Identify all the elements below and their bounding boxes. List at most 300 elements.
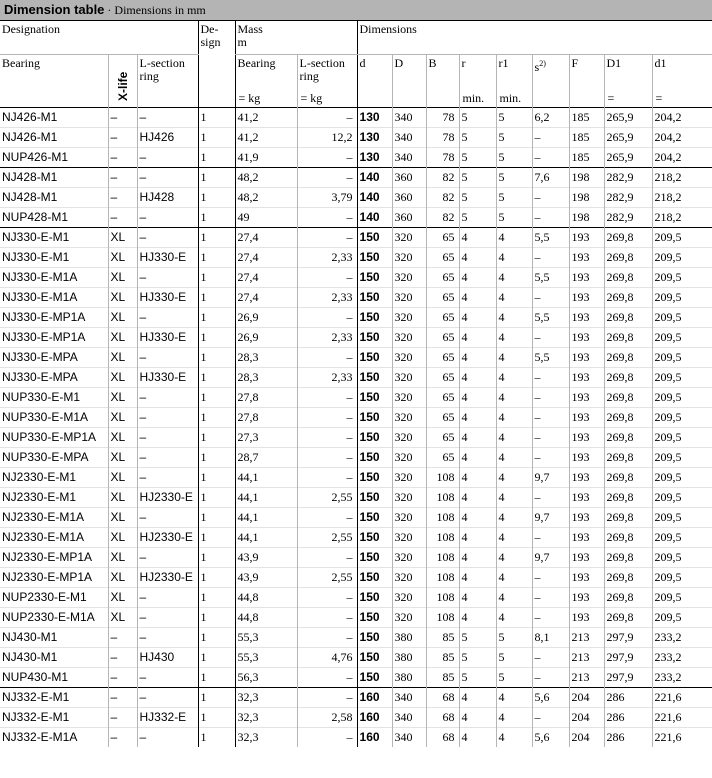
cell-F: 193 <box>569 348 604 368</box>
header-D1 <box>604 55 652 108</box>
cell-D1: 269,8 <box>604 468 652 488</box>
cell-xlife: – <box>108 148 137 168</box>
cell-s: 5,6 <box>532 728 569 748</box>
cell-D1: 269,8 <box>604 408 652 428</box>
header-mass-lsection-unit: = kg <box>300 91 323 105</box>
table-row <box>0 588 712 608</box>
cell-design: 1 <box>198 248 235 268</box>
cell-lsection-ring: – <box>137 548 198 568</box>
cell-r: 4 <box>459 268 496 288</box>
cell-D1: 286 <box>604 708 652 728</box>
table-row <box>0 288 712 308</box>
cell-B: 65 <box>426 288 459 308</box>
cell-r: 5 <box>459 108 496 128</box>
header-bearing: Bearing <box>2 56 40 70</box>
cell-s: 9,7 <box>532 548 569 568</box>
cell-r1: 4 <box>496 428 532 448</box>
table-row <box>0 368 712 388</box>
header-F: F <box>569 55 604 108</box>
cell-B: 78 <box>426 108 459 128</box>
cell-d: 150 <box>357 488 392 508</box>
cell-lsection-ring: HJ2330-E <box>137 528 198 548</box>
cell-d1: 233,2 <box>652 628 712 648</box>
cell-d1: 209,5 <box>652 528 712 548</box>
cell-F: 193 <box>569 368 604 388</box>
cell-d: 150 <box>357 348 392 368</box>
cell-d1: 209,5 <box>652 488 712 508</box>
cell-mass-bearing: 28,7 <box>235 448 297 468</box>
cell-d1: 209,5 <box>652 268 712 288</box>
cell-s: 9,7 <box>532 508 569 528</box>
cell-d1: 209,5 <box>652 568 712 588</box>
table-row <box>0 108 712 128</box>
cell-D: 340 <box>392 148 426 168</box>
cell-bearing: NJ430-M1 <box>0 648 108 668</box>
cell-d: 140 <box>357 188 392 208</box>
cell-mass-lsection: 2,33 <box>297 328 357 348</box>
header-d1-label: d1 <box>654 56 667 70</box>
header-mass-lsection-label: L-section ring <box>299 56 345 83</box>
cell-d: 130 <box>357 128 392 148</box>
cell-r: 4 <box>459 608 496 628</box>
cell-mass-bearing: 43,9 <box>235 568 297 588</box>
cell-D: 340 <box>392 728 426 748</box>
cell-F: 193 <box>569 548 604 568</box>
cell-xlife: – <box>108 708 137 728</box>
cell-s: – <box>532 608 569 628</box>
table-row <box>0 688 712 708</box>
table-row <box>0 728 712 748</box>
cell-D1: 282,9 <box>604 208 652 228</box>
cell-xlife: XL <box>108 608 137 628</box>
cell-mass-lsection: 3,79 <box>297 188 357 208</box>
cell-D1: 269,8 <box>604 588 652 608</box>
cell-lsection-ring: – <box>137 228 198 248</box>
cell-F: 193 <box>569 448 604 468</box>
cell-d: 130 <box>357 108 392 128</box>
cell-d: 150 <box>357 428 392 448</box>
cell-r: 4 <box>459 588 496 608</box>
cell-lsection-ring: – <box>137 268 198 288</box>
cell-r: 4 <box>459 388 496 408</box>
table-row <box>0 228 712 248</box>
cell-mass-bearing: 48,2 <box>235 188 297 208</box>
cell-s: 5,5 <box>532 308 569 328</box>
cell-F: 193 <box>569 608 604 628</box>
cell-s: 5,6 <box>532 688 569 708</box>
cell-B: 108 <box>426 548 459 568</box>
cell-D: 320 <box>392 568 426 588</box>
cell-F: 193 <box>569 248 604 268</box>
cell-lsection-ring: HJ430 <box>137 648 198 668</box>
header-d1-unit: = <box>655 91 663 105</box>
cell-d1: 209,5 <box>652 588 712 608</box>
cell-r: 4 <box>459 328 496 348</box>
cell-B: 65 <box>426 328 459 348</box>
cell-mass-bearing: 41,9 <box>235 148 297 168</box>
cell-lsection-ring: – <box>137 688 198 708</box>
cell-D1: 269,8 <box>604 528 652 548</box>
cell-design: 1 <box>198 448 235 468</box>
cell-d: 150 <box>357 528 392 548</box>
cell-mass-lsection: – <box>297 468 357 488</box>
cell-bearing: NJ332-E-M1 <box>0 688 108 708</box>
cell-D: 360 <box>392 168 426 188</box>
cell-mass-bearing: 26,9 <box>235 308 297 328</box>
cell-mass-bearing: 32,3 <box>235 688 297 708</box>
cell-d: 140 <box>357 168 392 188</box>
cell-D: 320 <box>392 448 426 468</box>
cell-D: 320 <box>392 548 426 568</box>
cell-mass-bearing: 28,3 <box>235 348 297 368</box>
cell-D1: 269,8 <box>604 508 652 528</box>
cell-D: 320 <box>392 248 426 268</box>
cell-F: 198 <box>569 208 604 228</box>
cell-lsection-ring: HJ2330-E <box>137 568 198 588</box>
cell-lsection-ring: – <box>137 428 198 448</box>
table-title-main: Dimension table <box>4 2 105 17</box>
cell-F: 213 <box>569 668 604 688</box>
cell-B: 108 <box>426 508 459 528</box>
cell-lsection-ring: – <box>137 168 198 188</box>
cell-B: 108 <box>426 488 459 508</box>
cell-xlife: – <box>108 208 137 228</box>
cell-bearing: NJ332-E-M1A <box>0 728 108 748</box>
table-row <box>0 328 712 348</box>
header-design: De- sign <box>198 21 235 108</box>
cell-B: 65 <box>426 448 459 468</box>
cell-F: 185 <box>569 148 604 168</box>
cell-D: 340 <box>392 128 426 148</box>
cell-s: – <box>532 388 569 408</box>
cell-F: 204 <box>569 728 604 748</box>
header-r1-label: r1 <box>498 56 509 70</box>
cell-design: 1 <box>198 368 235 388</box>
cell-r: 4 <box>459 428 496 448</box>
cell-B: 82 <box>426 188 459 208</box>
cell-B: 108 <box>426 468 459 488</box>
cell-bearing: NJ332-E-M1 <box>0 708 108 728</box>
cell-D1: 269,8 <box>604 428 652 448</box>
cell-F: 204 <box>569 688 604 708</box>
header-D: D <box>392 55 426 108</box>
cell-s: – <box>532 368 569 388</box>
cell-r1: 4 <box>496 308 532 328</box>
cell-mass-lsection: 2,33 <box>297 288 357 308</box>
cell-mass-lsection: – <box>297 728 357 748</box>
cell-D: 320 <box>392 388 426 408</box>
cell-r1: 5 <box>496 208 532 228</box>
cell-F: 193 <box>569 568 604 588</box>
cell-r1: 4 <box>496 268 532 288</box>
cell-F: 193 <box>569 488 604 508</box>
cell-xlife: XL <box>108 268 137 288</box>
cell-xlife: XL <box>108 488 137 508</box>
cell-xlife: – <box>108 188 137 208</box>
cell-bearing: NJ426-M1 <box>0 108 108 128</box>
cell-D: 380 <box>392 628 426 648</box>
cell-lsection-ring: HJ428 <box>137 188 198 208</box>
cell-D1: 269,8 <box>604 268 652 288</box>
cell-bearing: NJ428-M1 <box>0 168 108 188</box>
cell-d: 150 <box>357 408 392 428</box>
cell-D: 320 <box>392 508 426 528</box>
cell-lsection-ring: – <box>137 408 198 428</box>
header-D1-unit: = <box>607 91 615 105</box>
cell-lsection-ring: HJ2330-E <box>137 488 198 508</box>
cell-s: – <box>532 248 569 268</box>
cell-d1: 209,5 <box>652 608 712 628</box>
cell-s: 6,2 <box>532 108 569 128</box>
cell-design: 1 <box>198 228 235 248</box>
cell-mass-bearing: 32,3 <box>235 708 297 728</box>
header-D1-label: D1 <box>606 56 622 70</box>
cell-design: 1 <box>198 328 235 348</box>
cell-lsection-ring: – <box>137 728 198 748</box>
cell-D: 320 <box>392 608 426 628</box>
cell-mass-lsection: 2,55 <box>297 488 357 508</box>
cell-bearing: NJ426-M1 <box>0 128 108 148</box>
cell-mass-bearing: 55,3 <box>235 648 297 668</box>
header-mass-bearing-unit: = kg <box>238 91 261 105</box>
cell-mass-bearing: 27,3 <box>235 428 297 448</box>
cell-B: 65 <box>426 348 459 368</box>
cell-mass-lsection: 2,33 <box>297 368 357 388</box>
cell-lsection-ring: – <box>137 388 198 408</box>
cell-B: 65 <box>426 368 459 388</box>
cell-r: 5 <box>459 208 496 228</box>
table-row <box>0 528 712 548</box>
cell-r: 4 <box>459 708 496 728</box>
cell-lsection-ring: HJ330-E <box>137 368 198 388</box>
cell-B: 85 <box>426 628 459 648</box>
cell-design: 1 <box>198 208 235 228</box>
cell-r: 4 <box>459 488 496 508</box>
cell-d1: 209,5 <box>652 368 712 388</box>
cell-F: 193 <box>569 408 604 428</box>
cell-D: 320 <box>392 228 426 248</box>
cell-D1: 269,8 <box>604 568 652 588</box>
cell-d1: 209,5 <box>652 388 712 408</box>
cell-r: 4 <box>459 728 496 748</box>
cell-d1: 209,5 <box>652 328 712 348</box>
cell-r1: 4 <box>496 448 532 468</box>
cell-s: 8,1 <box>532 628 569 648</box>
cell-xlife: XL <box>108 428 137 448</box>
cell-d: 150 <box>357 508 392 528</box>
cell-xlife: XL <box>108 448 137 468</box>
cell-xlife: XL <box>108 328 137 348</box>
cell-r1: 4 <box>496 548 532 568</box>
cell-r: 4 <box>459 568 496 588</box>
cell-r: 4 <box>459 288 496 308</box>
cell-r: 4 <box>459 228 496 248</box>
cell-xlife: XL <box>108 568 137 588</box>
table-row <box>0 208 712 228</box>
cell-mass-lsection: 2,58 <box>297 708 357 728</box>
cell-F: 185 <box>569 128 604 148</box>
header-mass-bearing-label: Bearing <box>237 56 276 70</box>
cell-design: 1 <box>198 468 235 488</box>
cell-lsection-ring: – <box>137 468 198 488</box>
table-title <box>0 0 712 21</box>
cell-mass-bearing: 41,2 <box>235 128 297 148</box>
cell-F: 193 <box>569 508 604 528</box>
table-row <box>0 668 712 688</box>
cell-d: 160 <box>357 708 392 728</box>
cell-xlife: – <box>108 628 137 648</box>
cell-d1: 209,5 <box>652 548 712 568</box>
table-row <box>0 488 712 508</box>
cell-D: 320 <box>392 468 426 488</box>
cell-D: 340 <box>392 108 426 128</box>
cell-mass-lsection: – <box>297 208 357 228</box>
cell-r1: 4 <box>496 368 532 388</box>
cell-r1: 4 <box>496 328 532 348</box>
cell-mass-bearing: 49 <box>235 208 297 228</box>
cell-D1: 269,8 <box>604 448 652 468</box>
cell-r: 4 <box>459 448 496 468</box>
table-row <box>0 148 712 168</box>
cell-mass-bearing: 43,9 <box>235 548 297 568</box>
cell-r1: 5 <box>496 148 532 168</box>
cell-mass-bearing: 56,3 <box>235 668 297 688</box>
cell-r1: 4 <box>496 588 532 608</box>
cell-r1: 4 <box>496 508 532 528</box>
cell-mass-lsection: 12,2 <box>297 128 357 148</box>
cell-design: 1 <box>198 428 235 448</box>
header-mass-bearing <box>235 55 297 108</box>
cell-d: 150 <box>357 308 392 328</box>
cell-D: 320 <box>392 288 426 308</box>
cell-mass-bearing: 44,1 <box>235 468 297 488</box>
cell-D1: 269,8 <box>604 308 652 328</box>
cell-design: 1 <box>198 188 235 208</box>
cell-r: 5 <box>459 148 496 168</box>
cell-mass-bearing: 27,8 <box>235 408 297 428</box>
cell-d1: 209,5 <box>652 428 712 448</box>
cell-lsection-ring: HJ330-E <box>137 288 198 308</box>
cell-lsection-ring: – <box>137 148 198 168</box>
cell-d: 150 <box>357 448 392 468</box>
cell-d1: 209,5 <box>652 408 712 428</box>
cell-F: 193 <box>569 228 604 248</box>
cell-r1: 5 <box>496 168 532 188</box>
cell-design: 1 <box>198 348 235 368</box>
cell-d: 150 <box>357 368 392 388</box>
cell-s: – <box>532 128 569 148</box>
cell-xlife: XL <box>108 468 137 488</box>
table-row <box>0 268 712 288</box>
cell-d: 150 <box>357 288 392 308</box>
cell-bearing: NJ2330-E-M1 <box>0 468 108 488</box>
cell-r: 4 <box>459 508 496 528</box>
cell-D1: 269,8 <box>604 548 652 568</box>
cell-D1: 269,8 <box>604 248 652 268</box>
cell-s: 5,5 <box>532 228 569 248</box>
cell-xlife: XL <box>108 308 137 328</box>
cell-r1: 5 <box>496 108 532 128</box>
cell-s: – <box>532 488 569 508</box>
cell-mass-lsection: – <box>297 688 357 708</box>
cell-mass-bearing: 27,8 <box>235 388 297 408</box>
cell-mass-lsection: – <box>297 268 357 288</box>
cell-lsection-ring: – <box>137 608 198 628</box>
cell-design: 1 <box>198 108 235 128</box>
cell-B: 82 <box>426 168 459 188</box>
cell-mass-bearing: 44,8 <box>235 608 297 628</box>
cell-s: 5,5 <box>532 268 569 288</box>
cell-B: 65 <box>426 428 459 448</box>
cell-bearing: NJ2330-E-M1A <box>0 508 108 528</box>
cell-B: 78 <box>426 128 459 148</box>
cell-mass-bearing: 55,3 <box>235 628 297 648</box>
header-r-label: r <box>461 56 466 70</box>
cell-d1: 209,5 <box>652 508 712 528</box>
cell-s: – <box>532 428 569 448</box>
cell-F: 198 <box>569 168 604 188</box>
cell-d: 140 <box>357 208 392 228</box>
cell-mass-bearing: 27,4 <box>235 228 297 248</box>
cell-design: 1 <box>198 708 235 728</box>
header-mass: Mass m <box>235 21 357 55</box>
cell-xlife: – <box>108 648 137 668</box>
cell-design: 1 <box>198 128 235 148</box>
table-title-sub: · Dimensions in mm <box>104 3 206 17</box>
table-row <box>0 708 712 728</box>
cell-D: 320 <box>392 328 426 348</box>
cell-D: 320 <box>392 588 426 608</box>
table-row <box>0 188 712 208</box>
cell-r1: 4 <box>496 568 532 588</box>
cell-bearing: NJ2330-E-MP1A <box>0 548 108 568</box>
cell-mass-lsection: 4,76 <box>297 648 357 668</box>
table-row <box>0 348 712 368</box>
table-row <box>0 648 712 668</box>
cell-lsection-ring: – <box>137 308 198 328</box>
cell-d1: 209,5 <box>652 348 712 368</box>
cell-bearing: NJ330-E-MP1A <box>0 308 108 328</box>
dimension-table <box>0 21 712 747</box>
cell-D1: 286 <box>604 728 652 748</box>
cell-d1: 209,5 <box>652 468 712 488</box>
cell-r1: 5 <box>496 668 532 688</box>
cell-d: 150 <box>357 608 392 628</box>
header-d: d <box>357 55 392 108</box>
cell-lsection-ring: – <box>137 588 198 608</box>
cell-d1: 233,2 <box>652 648 712 668</box>
cell-design: 1 <box>198 728 235 748</box>
cell-mass-bearing: 44,8 <box>235 588 297 608</box>
cell-s: – <box>532 328 569 348</box>
cell-design: 1 <box>198 268 235 288</box>
cell-r: 5 <box>459 188 496 208</box>
header-dimensions: Dimensions <box>357 21 712 55</box>
cell-r: 5 <box>459 628 496 648</box>
cell-mass-lsection: – <box>297 168 357 188</box>
cell-bearing: NUP2330-E-M1A <box>0 608 108 628</box>
cell-F: 193 <box>569 268 604 288</box>
cell-d1: 221,6 <box>652 708 712 728</box>
cell-d: 150 <box>357 228 392 248</box>
cell-bearing: NJ428-M1 <box>0 188 108 208</box>
cell-r: 4 <box>459 528 496 548</box>
cell-mass-lsection: – <box>297 448 357 468</box>
cell-mass-bearing: 28,3 <box>235 368 297 388</box>
cell-bearing: NJ330-E-MP1A <box>0 328 108 348</box>
cell-D1: 297,9 <box>604 648 652 668</box>
cell-B: 108 <box>426 528 459 548</box>
